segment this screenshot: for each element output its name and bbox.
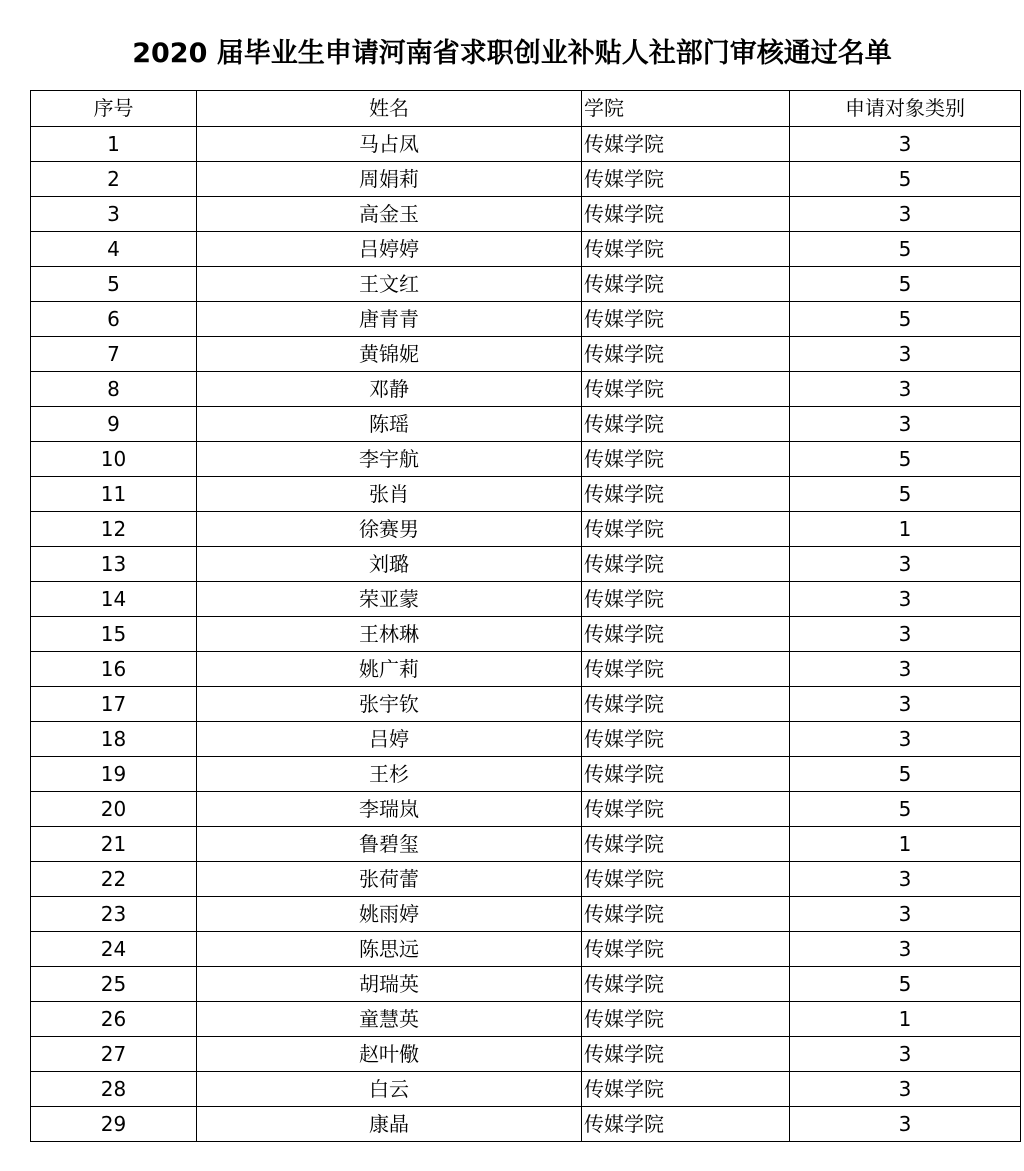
cell-name: 童慧英 (197, 1002, 582, 1037)
cell-type: 1 (790, 827, 1021, 862)
cell-type: 3 (790, 652, 1021, 687)
table-header-row (31, 91, 1021, 127)
cell-no: 4 (31, 232, 197, 267)
table-row (31, 617, 1021, 652)
cell-name: 荣亚蒙 (197, 582, 582, 617)
cell-college: 传媒学院 (582, 897, 790, 932)
table-row (31, 267, 1021, 302)
cell-college: 传媒学院 (582, 372, 790, 407)
cell-no: 7 (31, 337, 197, 372)
cell-no: 2 (31, 162, 197, 197)
table-row (31, 652, 1021, 687)
table-row (31, 792, 1021, 827)
table-row (31, 1037, 1021, 1072)
cell-type: 5 (790, 792, 1021, 827)
table-row (31, 512, 1021, 547)
cell-name: 王杉 (197, 757, 582, 792)
cell-college: 传媒学院 (582, 442, 790, 477)
cell-name: 马占凤 (197, 127, 582, 162)
cell-type: 5 (790, 267, 1021, 302)
cell-no: 22 (31, 862, 197, 897)
cell-type: 3 (790, 1107, 1021, 1142)
cell-type: 3 (790, 932, 1021, 967)
cell-no: 13 (31, 547, 197, 582)
cell-type: 3 (790, 687, 1021, 722)
cell-name: 张荷蕾 (197, 862, 582, 897)
cell-type: 5 (790, 232, 1021, 267)
cell-name: 胡瑞英 (197, 967, 582, 1002)
cell-college: 传媒学院 (582, 162, 790, 197)
cell-no: 9 (31, 407, 197, 442)
cell-type: 3 (790, 127, 1021, 162)
cell-name: 王林琳 (197, 617, 582, 652)
cell-name: 高金玉 (197, 197, 582, 232)
cell-college: 传媒学院 (582, 127, 790, 162)
table-row (31, 827, 1021, 862)
cell-college: 传媒学院 (582, 617, 790, 652)
cell-type: 3 (790, 897, 1021, 932)
cell-name: 黄锦妮 (197, 337, 582, 372)
cell-no: 1 (31, 127, 197, 162)
cell-college: 传媒学院 (582, 652, 790, 687)
cell-no: 19 (31, 757, 197, 792)
cell-name: 赵叶儆 (197, 1037, 582, 1072)
cell-no: 27 (31, 1037, 197, 1072)
cell-name: 王文红 (197, 267, 582, 302)
cell-no: 11 (31, 477, 197, 512)
cell-college: 传媒学院 (582, 1037, 790, 1072)
cell-name: 鲁碧玺 (197, 827, 582, 862)
cell-college: 传媒学院 (582, 197, 790, 232)
cell-college: 传媒学院 (582, 267, 790, 302)
cell-college: 传媒学院 (582, 1072, 790, 1107)
table-row (31, 127, 1021, 162)
cell-college: 传媒学院 (582, 232, 790, 267)
cell-no: 3 (31, 197, 197, 232)
cell-type: 5 (790, 302, 1021, 337)
cell-type: 3 (790, 547, 1021, 582)
cell-name: 唐青青 (197, 302, 582, 337)
cell-college: 传媒学院 (582, 547, 790, 582)
table-row (31, 1002, 1021, 1037)
cell-college: 传媒学院 (582, 932, 790, 967)
cell-type: 3 (790, 722, 1021, 757)
cell-name: 张宇钦 (197, 687, 582, 722)
table-row (31, 687, 1021, 722)
cell-college: 传媒学院 (582, 792, 790, 827)
cell-no: 21 (31, 827, 197, 862)
table-row (31, 442, 1021, 477)
cell-type: 3 (790, 582, 1021, 617)
cell-no: 16 (31, 652, 197, 687)
table-row (31, 932, 1021, 967)
table-row (31, 372, 1021, 407)
cell-no: 14 (31, 582, 197, 617)
cell-no: 5 (31, 267, 197, 302)
cell-type: 1 (790, 512, 1021, 547)
table-row (31, 232, 1021, 267)
table-row (31, 862, 1021, 897)
cell-no: 28 (31, 1072, 197, 1107)
header-college: 学院 (582, 91, 790, 127)
cell-type: 3 (790, 407, 1021, 442)
cell-college: 传媒学院 (582, 1002, 790, 1037)
table-row (31, 337, 1021, 372)
cell-college: 传媒学院 (582, 827, 790, 862)
table-row (31, 897, 1021, 932)
table-row (31, 722, 1021, 757)
table-row (31, 407, 1021, 442)
cell-name: 陈瑶 (197, 407, 582, 442)
table-row (31, 582, 1021, 617)
cell-type: 5 (790, 477, 1021, 512)
table-row (31, 162, 1021, 197)
cell-name: 陈思远 (197, 932, 582, 967)
header-type: 申请对象类别 (790, 91, 1021, 127)
cell-type: 3 (790, 197, 1021, 232)
cell-no: 26 (31, 1002, 197, 1037)
cell-college: 传媒学院 (582, 512, 790, 547)
cell-college: 传媒学院 (582, 582, 790, 617)
header-no: 序号 (31, 91, 197, 127)
cell-no: 10 (31, 442, 197, 477)
cell-type: 3 (790, 372, 1021, 407)
cell-name: 邓静 (197, 372, 582, 407)
cell-no: 23 (31, 897, 197, 932)
cell-type: 5 (790, 757, 1021, 792)
cell-college: 传媒学院 (582, 1107, 790, 1142)
cell-type: 3 (790, 862, 1021, 897)
cell-type: 5 (790, 967, 1021, 1002)
table-row (31, 757, 1021, 792)
cell-no: 12 (31, 512, 197, 547)
cell-name: 周娟莉 (197, 162, 582, 197)
cell-college: 传媒学院 (582, 967, 790, 1002)
cell-college: 传媒学院 (582, 302, 790, 337)
cell-college: 传媒学院 (582, 722, 790, 757)
cell-no: 29 (31, 1107, 197, 1142)
cell-no: 17 (31, 687, 197, 722)
cell-type: 1 (790, 1002, 1021, 1037)
cell-no: 15 (31, 617, 197, 652)
cell-college: 传媒学院 (582, 757, 790, 792)
table-row (31, 477, 1021, 512)
cell-name: 李宇航 (197, 442, 582, 477)
cell-name: 刘璐 (197, 547, 582, 582)
cell-no: 25 (31, 967, 197, 1002)
cell-college: 传媒学院 (582, 337, 790, 372)
cell-no: 8 (31, 372, 197, 407)
cell-name: 吕婷婷 (197, 232, 582, 267)
cell-name: 姚广莉 (197, 652, 582, 687)
cell-type: 5 (790, 162, 1021, 197)
cell-no: 18 (31, 722, 197, 757)
cell-type: 3 (790, 1072, 1021, 1107)
cell-name: 姚雨婷 (197, 897, 582, 932)
cell-name: 张肖 (197, 477, 582, 512)
page-title: 2020 届毕业生申请河南省求职创业补贴人社部门审核通过名单 (132, 38, 892, 69)
cell-college: 传媒学院 (582, 477, 790, 512)
cell-no: 24 (31, 932, 197, 967)
table-row (31, 547, 1021, 582)
cell-college: 传媒学院 (582, 687, 790, 722)
approved-list-table (30, 90, 1021, 1142)
cell-name: 李瑞岚 (197, 792, 582, 827)
table-row (31, 1072, 1021, 1107)
cell-name: 康晶 (197, 1107, 582, 1142)
cell-name: 白云 (197, 1072, 582, 1107)
header-name: 姓名 (197, 91, 582, 127)
cell-college: 传媒学院 (582, 407, 790, 442)
cell-type: 3 (790, 1037, 1021, 1072)
table-row (31, 302, 1021, 337)
table-row (31, 967, 1021, 1002)
cell-college: 传媒学院 (582, 862, 790, 897)
cell-name: 吕婷 (197, 722, 582, 757)
cell-type: 3 (790, 617, 1021, 652)
cell-type: 5 (790, 442, 1021, 477)
cell-no: 20 (31, 792, 197, 827)
cell-name: 徐赛男 (197, 512, 582, 547)
table-row (31, 197, 1021, 232)
cell-no: 6 (31, 302, 197, 337)
table-row (31, 1107, 1021, 1142)
cell-type: 3 (790, 337, 1021, 372)
